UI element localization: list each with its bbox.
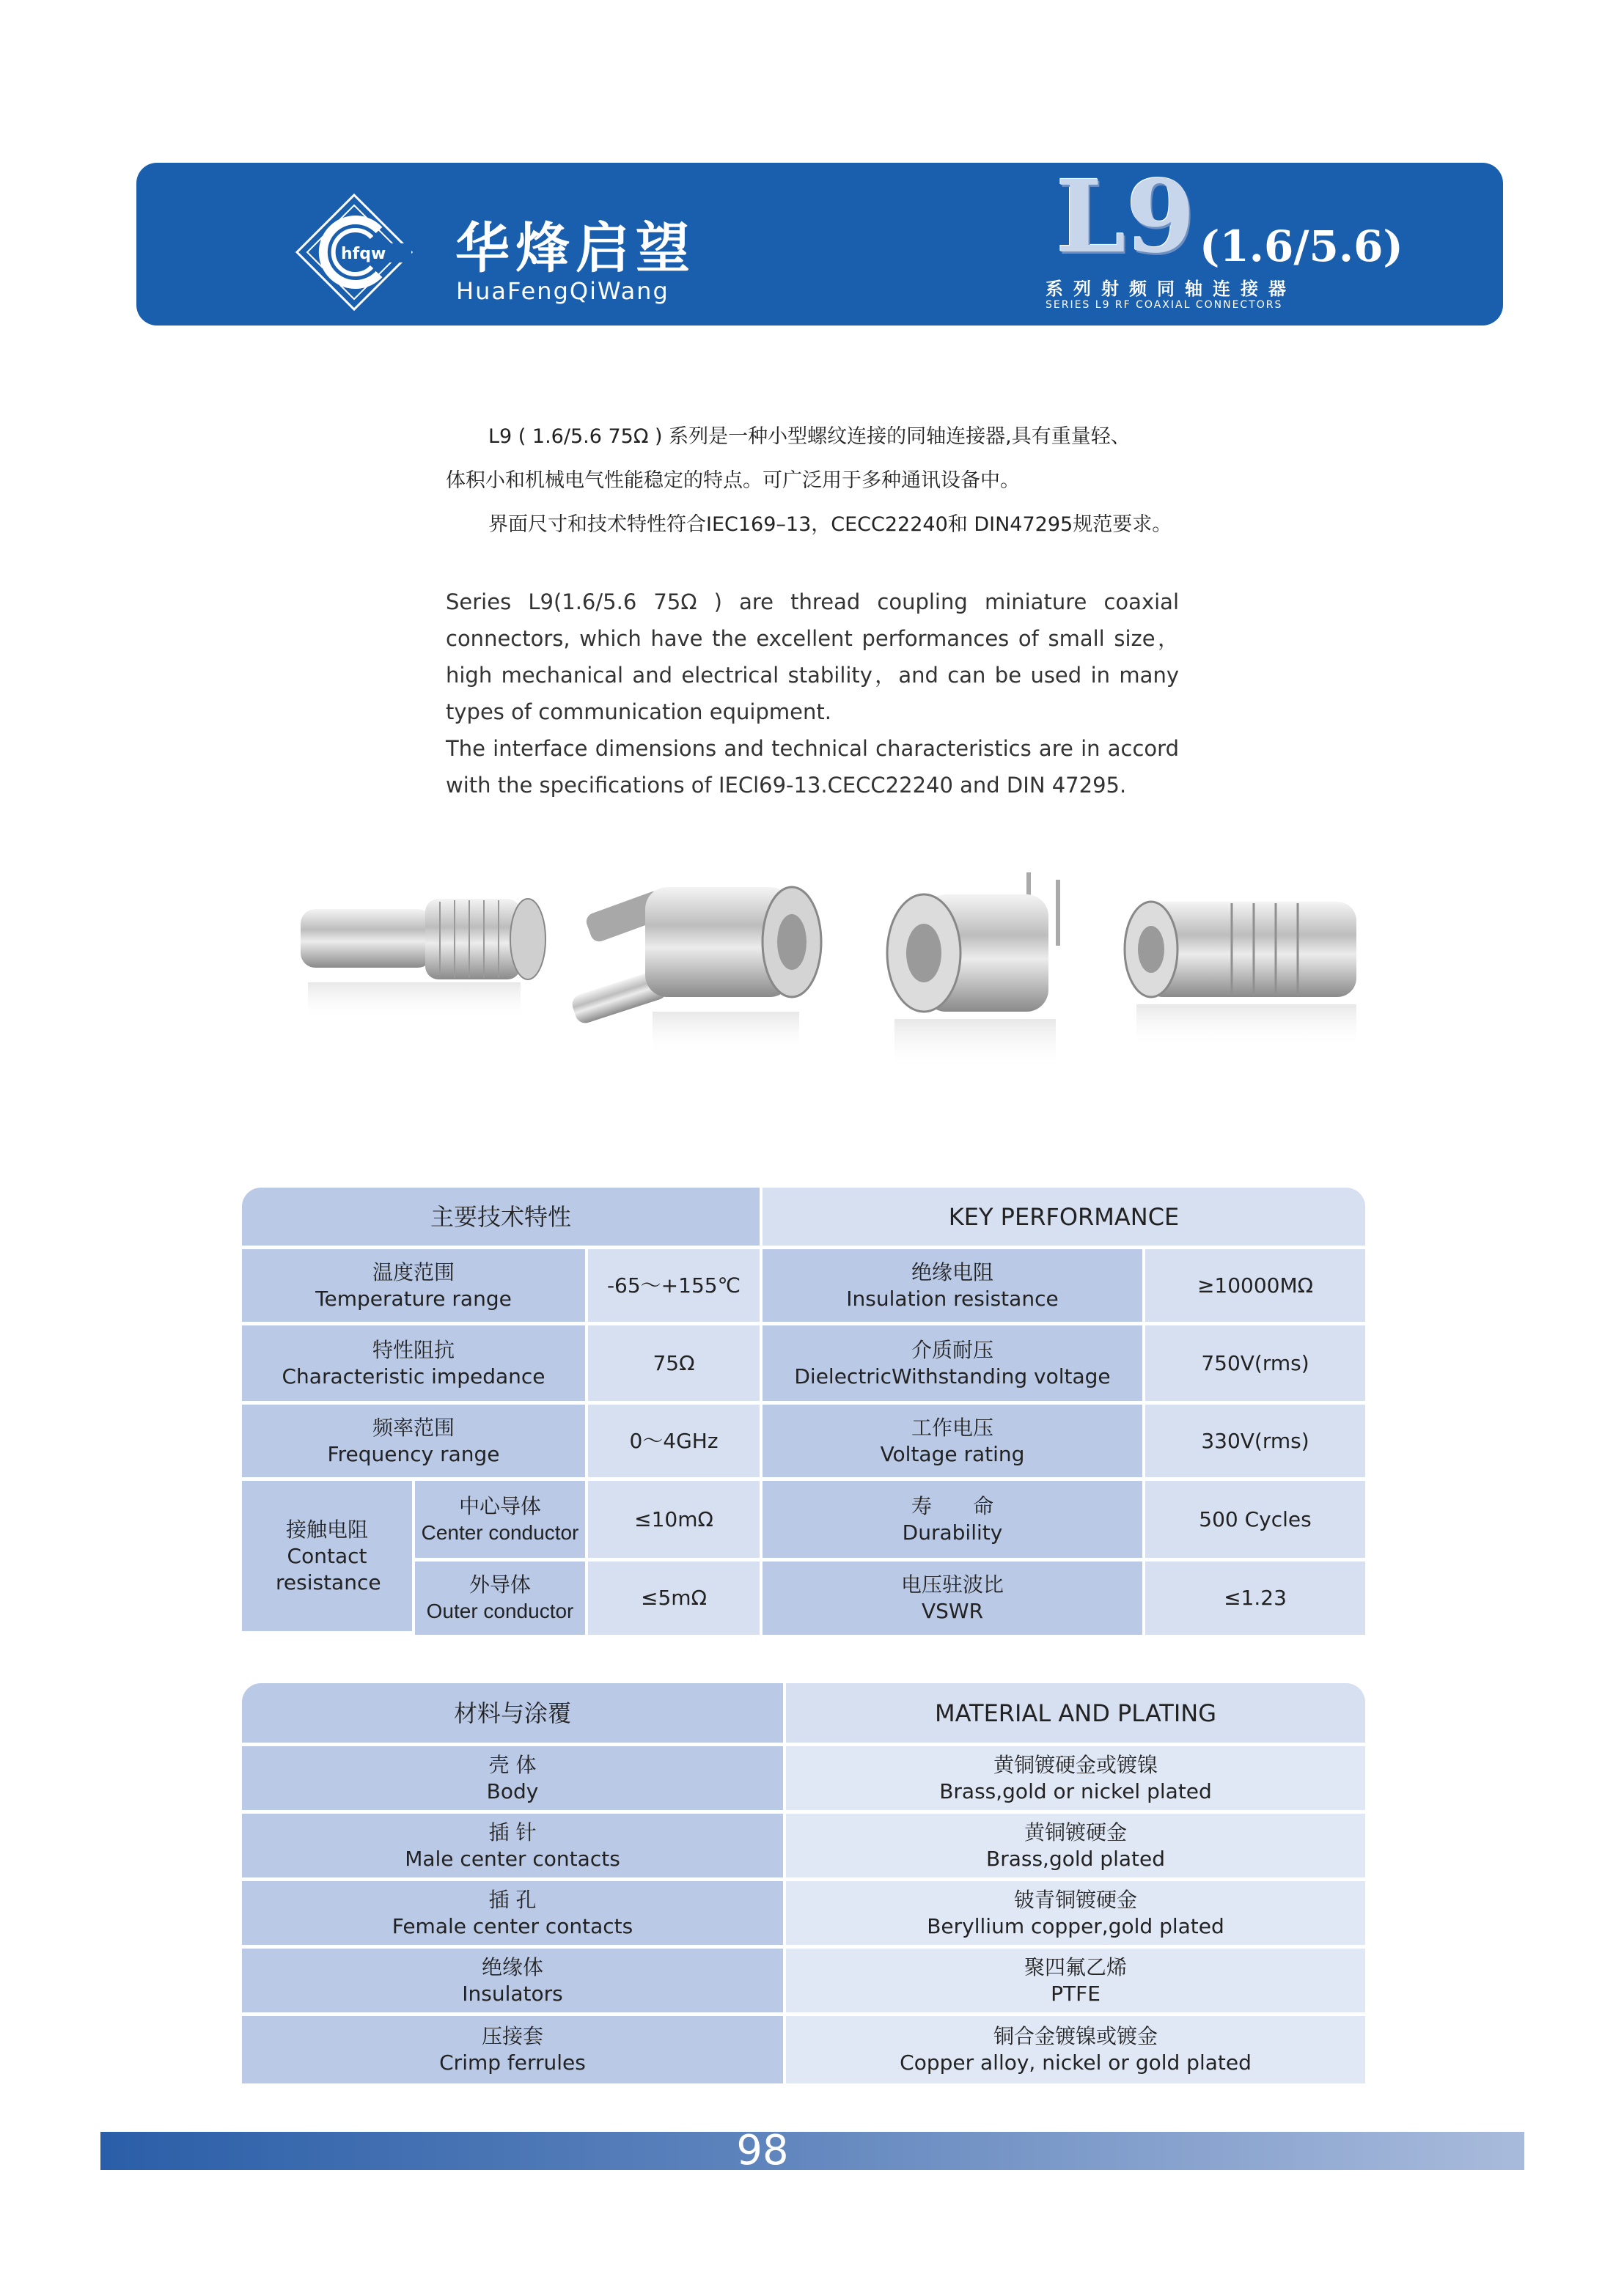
table-row: 壳 体 Body 黄铜镀硬金或镀镍 Brass,gold or nickel plated	[242, 1746, 1365, 1814]
footer-bar	[100, 2132, 1524, 2170]
brand-name-cn: 华烽启望	[455, 217, 696, 280]
product-photos	[279, 872, 1378, 1100]
connector-crimp-jack-image	[570, 887, 821, 1056]
contact-resistance-label: 接触电阻 Contact resistance	[242, 1481, 415, 1635]
brand-logo-icon	[294, 192, 414, 312]
intro-en	[446, 584, 1179, 803]
intro-cn-line-3: 界面尺寸和技术特性符合IEC169–13，CECC22240和 DIN47295规范要求。	[488, 513, 1172, 536]
table-row: 接触电阻 Contact resistance 中心导体 Center conductor ≤10mΩ 寿 命 Durability 500 Cycles	[242, 1481, 1365, 1561]
series-title-cn: 系列射频同轴连接器	[1046, 279, 1296, 299]
key-performance-table	[242, 1188, 1365, 1635]
material-title-cn: 材料与涂覆	[242, 1683, 786, 1746]
material-title-en: MATERIAL AND PLATING	[786, 1683, 1365, 1746]
table-row: 插 孔 Female center contacts 铍青铜镀硬金 Beryllium copper,gold plated	[242, 1881, 1365, 1949]
table-row: 压接套 Crimp ferrules 铜合金镀镍或镀金 Copper alloy, nickel or gold plated	[242, 2016, 1365, 2083]
intro-en-para-2: The interface dimensions and technical characteristics are in accord with the specifications of IECl69-13.CECC22240 and DIN 47295.	[446, 736, 1179, 798]
connector-pcb-jack-image	[887, 872, 1060, 1070]
connector-bulkhead-jack-image	[1125, 902, 1356, 1048]
brand-name-en: HuaFengQiWang	[456, 277, 669, 305]
table-row: 绝缘体 Insulators 聚四氟乙烯 PTFE	[242, 1949, 1365, 2016]
connector-plug-image	[301, 899, 545, 1019]
intro-cn-line-2: 体积小和机械电气性能稳定的特点。可广泛用于多种通讯设备中。	[446, 469, 1020, 492]
series-size: (1.6/5.6)	[1199, 221, 1403, 271]
series-title-en: SERIES L9 RF COAXIAL CONNECTORS	[1046, 299, 1283, 311]
perf-title-en: KEY PERFORMANCE	[763, 1188, 1365, 1249]
intro-en-para-1: Series L9(1.6/5.6 75Ω ) are thread coupling miniature coaxial connectors, which have the excellent performances of small size，high mechanical and electrical stability，and can be used in many types of communication equipment.	[446, 589, 1179, 724]
table-row: 插 针 Male center contacts 黄铜镀硬金 Brass,gold plated	[242, 1814, 1365, 1881]
page-number: 98	[736, 2127, 789, 2174]
header-banner	[136, 163, 1503, 325]
table-row: 温度范围 Temperature range -65～+155℃ 绝缘电阻 Insulation resistance ≥10000MΩ	[242, 1249, 1365, 1325]
perf-title-cn: 主要技术特性	[242, 1188, 763, 1249]
table-row: 外导体 Outer conductor ≤5mΩ 电压驻波比 VSWR ≤1.23	[242, 1561, 1365, 1635]
intro-cn-line-1: L9 ( 1.6/5.6 75Ω ) 系列是一种小型螺纹连接的同轴连接器,具有重量轻、	[488, 425, 1131, 448]
table-row: 频率范围 Frequency range 0～4GHz 工作电压 Voltage rating 330V(rms)	[242, 1405, 1365, 1481]
material-plating-table	[242, 1683, 1365, 2083]
logo-text: hfqw	[341, 245, 386, 263]
series-code: L9	[1056, 163, 1196, 276]
table-row: 特性阻抗 Characteristic impedance 75Ω 介质耐压 DielectricWithstanding voltage 750V(rms)	[242, 1325, 1365, 1405]
